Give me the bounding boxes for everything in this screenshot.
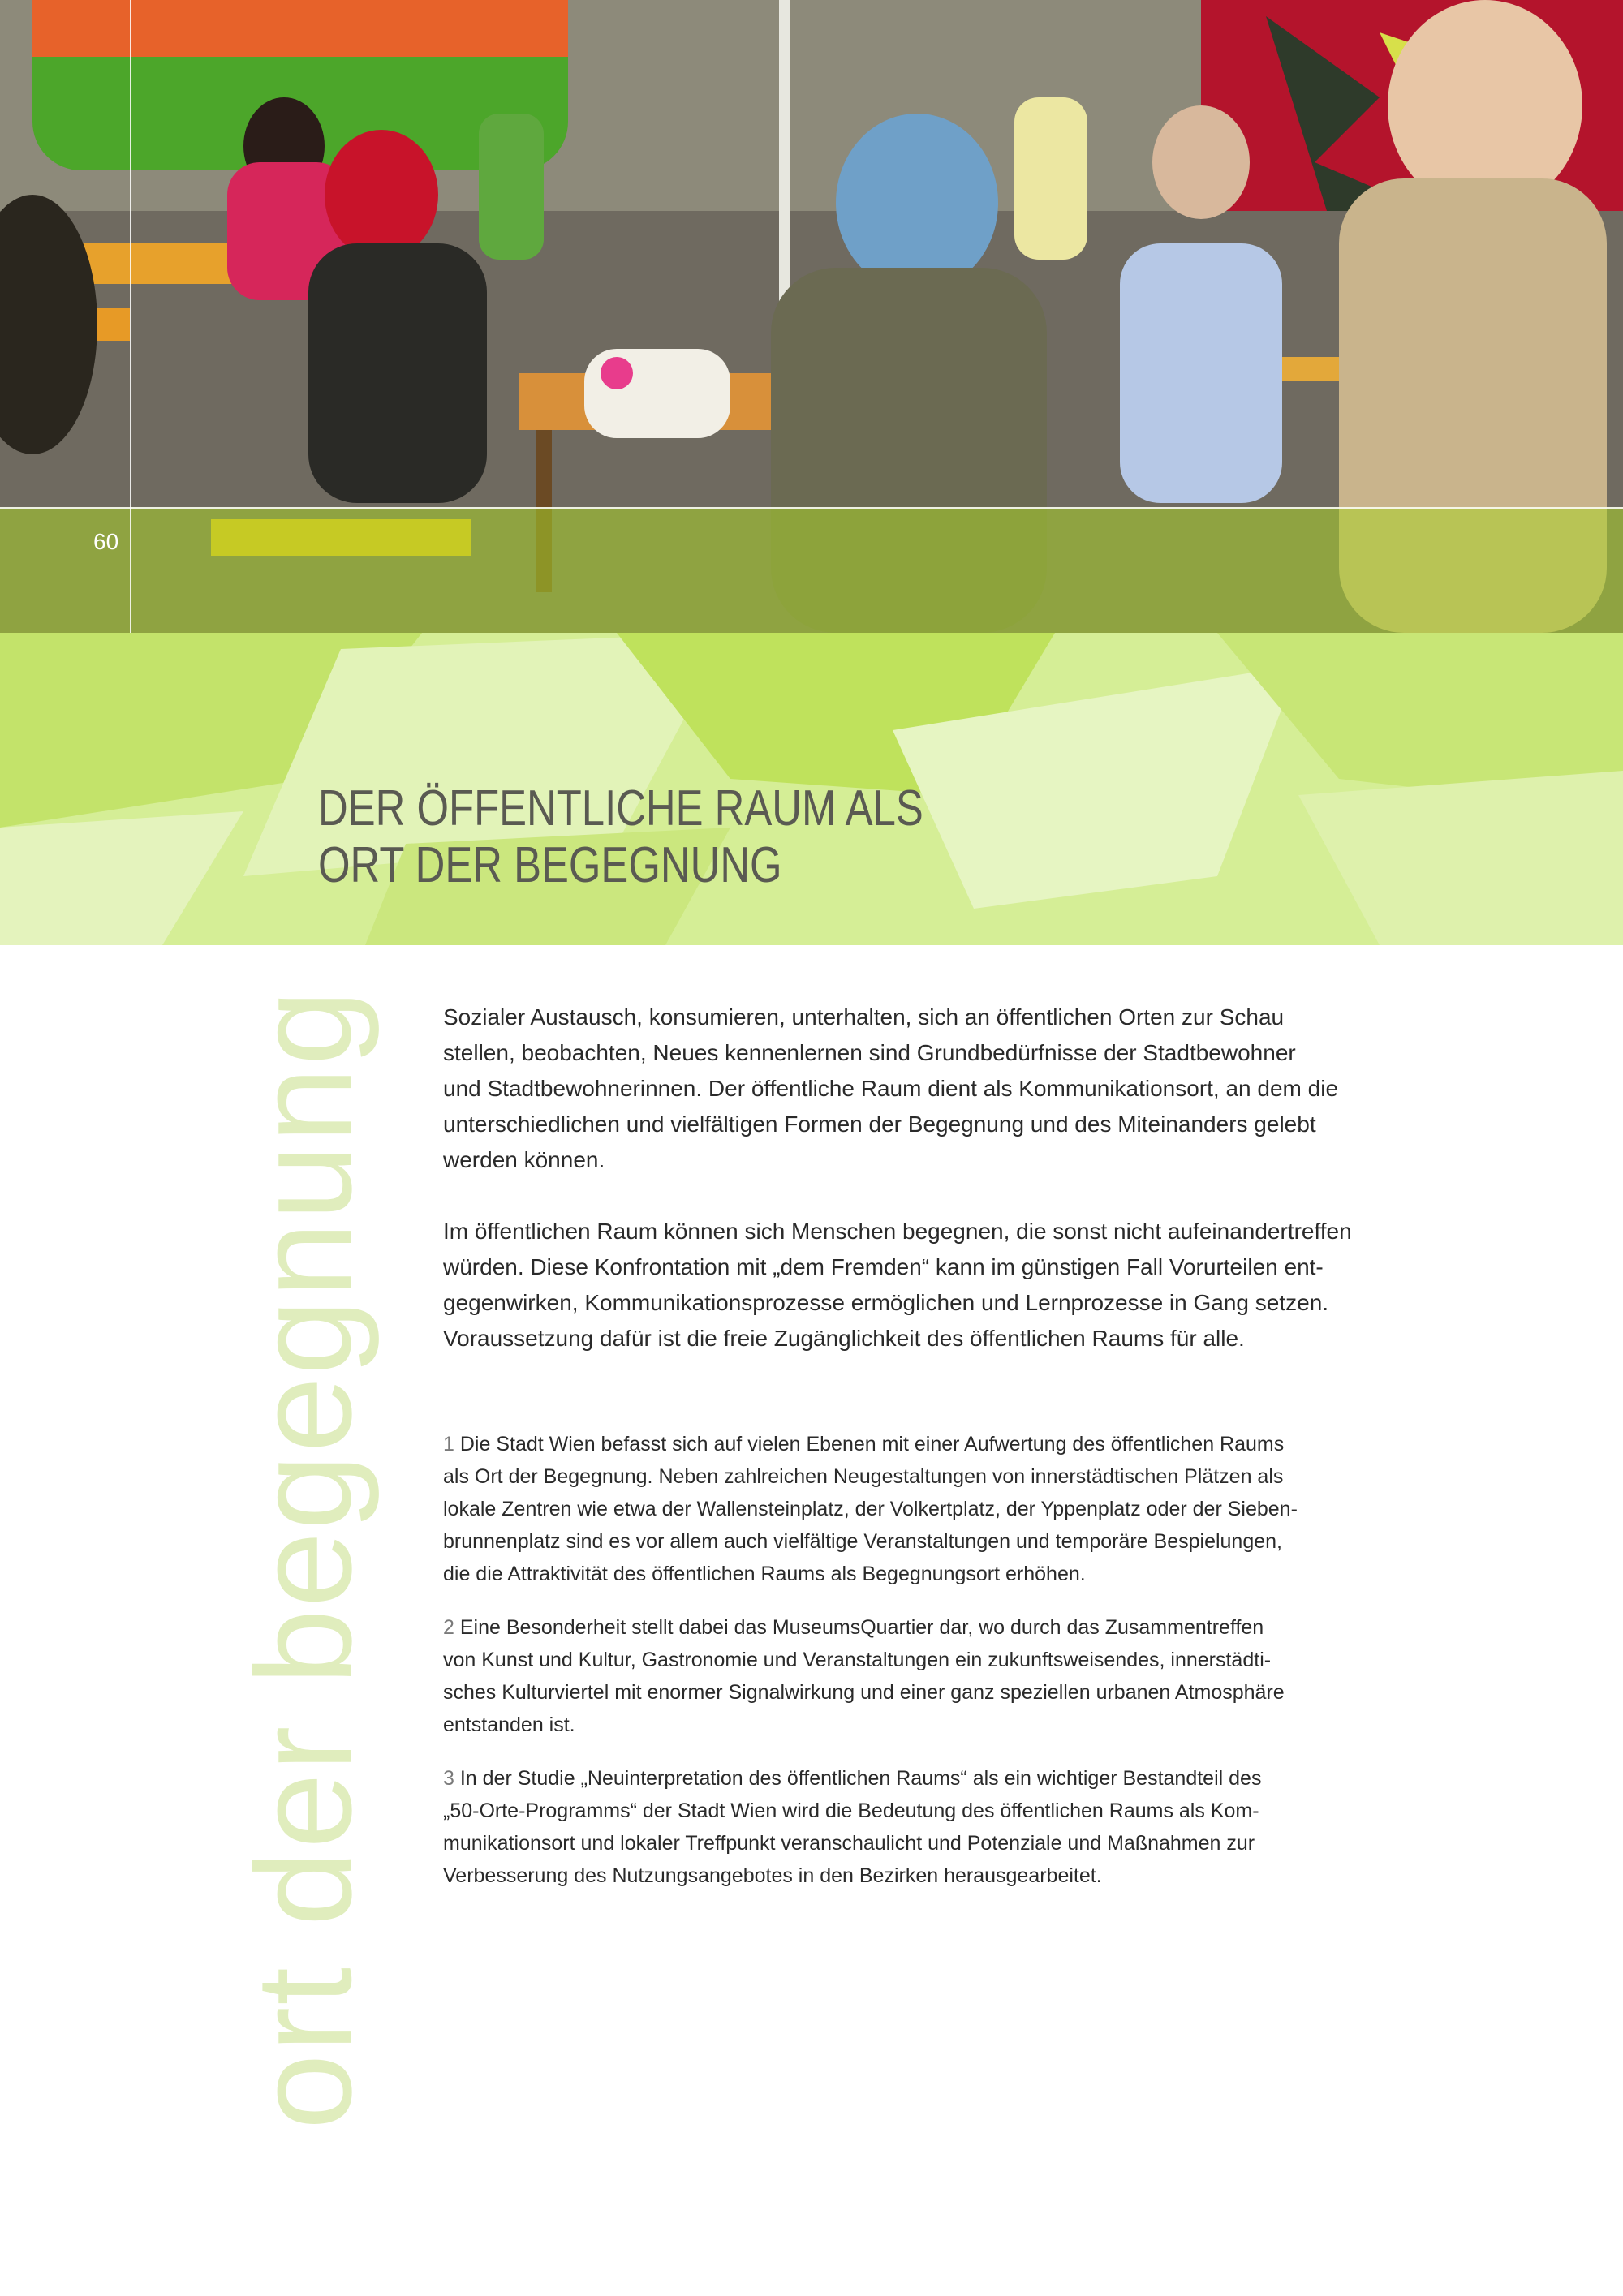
text-line: Sozialer Austausch, konsumieren, unterhalten, sich an öffentlichen Orten zur Schau (443, 1004, 1285, 1030)
text-line: werden können. (443, 1147, 605, 1172)
text-line: als Ort der Begegnung. Neben zahlreichen Neugestaltungen von innerstädtischen Plätzen als (443, 1465, 1284, 1488)
text-line: munikationsort und lokaler Treffpunkt veranschaulicht und Potenziale und Maßnahmen zur (443, 1832, 1255, 1855)
text-line: Verbesserung des Nutzungsangebotes in den Bezirken herausgearbeitet. (443, 1864, 1102, 1887)
note-3 (443, 1762, 1376, 1892)
note-1 (443, 1428, 1376, 1590)
text-line (443, 1611, 1376, 1644)
text-line: die die Attraktivität des öffentlichen Raums als Begegnungsort erhöhen. (443, 1563, 1086, 1585)
text-line: stellen, beobachten, Neues kennenlernen sind Grundbedürfnisse der Stadtbewohner (443, 1040, 1296, 1065)
text-line: Voraussetzung dafür ist die freie Zugänglichkeit des öffentlichen Raums für alle. (443, 1326, 1245, 1351)
text-line-content: Die Stadt Wien befasst sich auf vielen Ebenen mit einer Aufwertung des öffentlichen Raums (459, 1433, 1285, 1455)
text-line: gegenwirken, Kommunikationsprozesse ermöglichen und Lernprozesse in Gang setzen. (443, 1290, 1329, 1315)
text-line: brunnenplatz sind es vor allem auch vielfältige Veranstaltungen und temporäre Bespielungen, (443, 1530, 1282, 1553)
page-number: 60 (93, 529, 119, 554)
note-number: 1 (443, 1433, 454, 1455)
note-number: 2 (443, 1616, 454, 1639)
text-line-content: In der Studie „Neuinterpretation des öffentlichen Raums“ als ein wichtiger Bestandteil des (459, 1767, 1262, 1790)
header-photo (0, 0, 1623, 633)
text-line: von Kunst und Kultur, Gastronomie und Veranstaltungen ein zukunftsweisendes, innerstädti- (443, 1649, 1272, 1671)
text-line: und Stadtbewohnerinnen. Der öffentliche Raum dient als Kommunikationsort, an dem die (443, 1076, 1339, 1101)
page-title-line2: ORT DER BEGEGNUNG (318, 837, 782, 893)
text-line: entstanden ist. (443, 1713, 575, 1736)
note-number: 3 (443, 1767, 454, 1790)
page-title-line1: DER ÖFFENTLICHE RAUM ALS (318, 780, 923, 836)
page-title (318, 780, 1056, 894)
text-line (443, 1428, 1376, 1460)
horizontal-guide-line (0, 507, 1623, 509)
text-line: lokale Zentren wie etwa der Wallensteinplatz, der Volkertplatz, der Yppenplatz oder der Sieben- (443, 1498, 1298, 1520)
text-line: Im öffentlichen Raum können sich Menschen begegnen, die sonst nicht aufeinandertreffen (443, 1219, 1352, 1244)
vertical-guide-line (130, 0, 131, 633)
text-line: unterschiedlichen und vielfältigen Formen der Begegnung und des Miteinanders gelebt (443, 1111, 1316, 1137)
text-line: würden. Diese Konfrontation mit „dem Fremden“ kann im günstigen Fall Vorurteilen ent- (443, 1254, 1324, 1279)
note-2 (443, 1611, 1376, 1741)
body-text (443, 1000, 1376, 1913)
side-vertical-title: ort der begegnung (227, 987, 380, 2130)
text-line (443, 1762, 1376, 1795)
text-line: „50-Orte-Programms“ der Stadt Wien wird die Bedeutung des öffentlichen Raums als Kom- (443, 1799, 1259, 1822)
text-line-content: Eine Besonderheit stellt dabei das MuseumsQuartier dar, wo durch das Zusammentreffen (459, 1616, 1264, 1639)
intro-paragraph-2 (443, 1214, 1376, 1357)
text-line: sches Kulturviertel mit enormer Signalwirkung und einer ganz speziellen urbanen Atmosphäre (443, 1681, 1285, 1704)
green-band (0, 633, 1623, 945)
photo-green-overlay (0, 507, 1623, 633)
intro-paragraph-1 (443, 1000, 1376, 1178)
